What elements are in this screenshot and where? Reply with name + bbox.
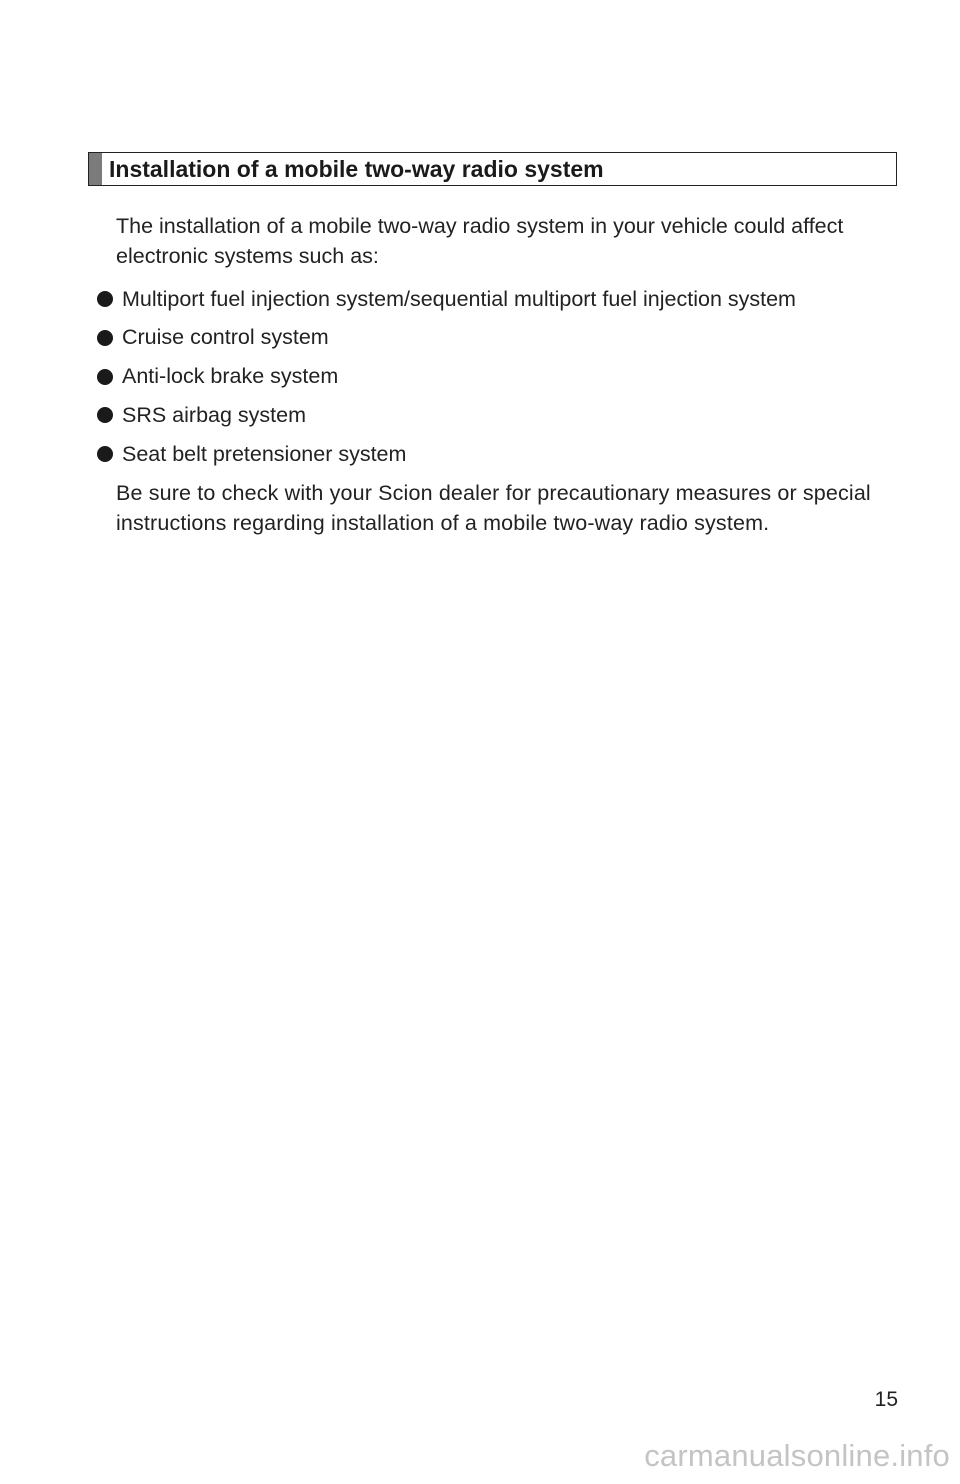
affected-systems-list <box>97 284 796 478</box>
list-item-label: Cruise control system <box>122 325 329 350</box>
section-heading: Installation of a mobile two-way radio system <box>109 155 604 182</box>
bullet-icon <box>97 407 113 423</box>
bullet-icon <box>97 330 113 346</box>
bullet-icon <box>97 446 113 462</box>
list-item <box>97 323 796 353</box>
list-item <box>97 439 796 469</box>
intro-paragraph: The installation of a mobile two-way radio system in your vehicle could affect electronic systems such as: <box>116 214 844 268</box>
bullet-icon <box>97 291 113 307</box>
outro-paragraph: Be sure to check with your Scion dealer for precautionary measures or special instructions regarding installation of a mobile two-way radio system. <box>116 481 871 535</box>
list-item <box>97 400 796 430</box>
list-item <box>97 284 796 314</box>
watermark: carmanualsonline.info <box>644 1438 950 1473</box>
section-heading-box <box>88 152 897 186</box>
list-item <box>97 362 796 392</box>
page-number: 15 <box>874 1388 898 1411</box>
list-item-label: Multiport fuel injection system/sequential multiport fuel injection system <box>122 286 796 311</box>
heading-accent-bar <box>89 153 102 185</box>
list-item-label: SRS airbag system <box>122 402 307 427</box>
list-item-label: Anti-lock brake system <box>122 364 339 389</box>
list-item-label: Seat belt pretensioner system <box>122 441 407 466</box>
bullet-icon <box>97 369 113 385</box>
